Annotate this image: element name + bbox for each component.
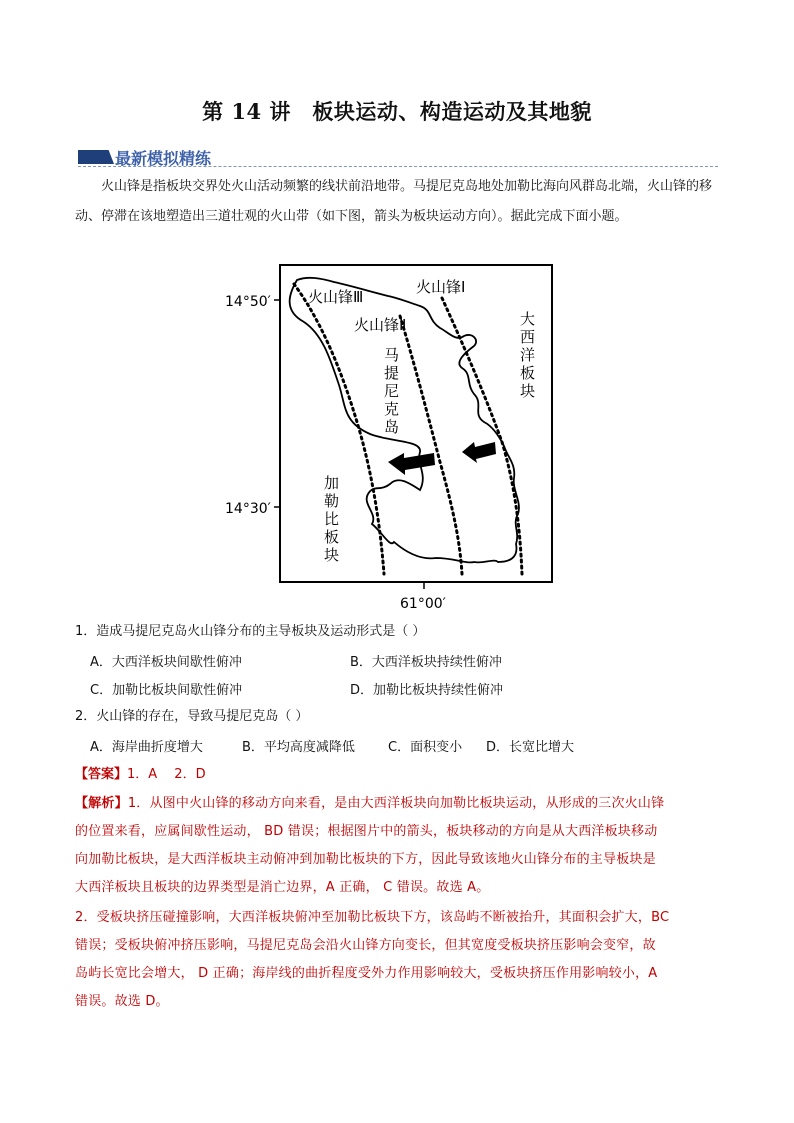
plate-motion-arrow-east (462, 442, 496, 463)
section-bar-icon (78, 150, 114, 164)
volcanic-front-2-line (400, 316, 462, 574)
question-1-stem: 1．造成马提尼克岛火山锋分布的主导板块及运动形式是（ ） (75, 624, 426, 639)
svg-text:块: 块 (324, 546, 340, 564)
section-label: 最新模拟精练 (115, 149, 212, 168)
question-1-option-a: A．大西洋板块间歇性俯冲 (90, 655, 242, 670)
volcanic-front-3-label: 火山锋Ⅲ (308, 288, 364, 306)
analysis-line-5: 2．受板块挤压碰撞影响，大西洋板块俯冲至加勒比板块下方，该岛屿不断被抬升，其面积会扩大，BC (75, 910, 670, 925)
svg-text:大: 大 (520, 310, 536, 328)
question-2-stem: 2．火山锋的存在，导致马提尼克岛（ ） (75, 709, 309, 724)
volcanic-front-map (222, 262, 562, 612)
island-label (384, 346, 399, 436)
lat-label-top: 14°50′ (225, 294, 271, 310)
volcanic-front-1-line (442, 298, 522, 574)
svg-text:尼: 尼 (384, 382, 400, 400)
map-frame (280, 265, 552, 582)
question-2-option-d: D．长宽比增大 (486, 740, 575, 755)
svg-text:加: 加 (324, 474, 340, 492)
svg-text:西: 西 (520, 328, 536, 346)
question-1-option-b: B．大西洋板块持续性俯冲 (350, 655, 502, 670)
caribbean-plate-label (324, 474, 339, 564)
volcanic-front-2-label: 火山锋Ⅱ (354, 316, 407, 334)
svg-text:克: 克 (384, 400, 400, 418)
section-header (78, 146, 718, 170)
analysis-label: 【解析】 (75, 796, 128, 811)
analysis-line-6: 错误；受板块俯冲挤压影响，马提尼克岛会沿火山锋方向变长，但其宽度受板块挤压影响会变窄，故 (75, 938, 656, 953)
analysis-line-1: 【解析】1．从图中火山锋的移动方向来看，是由大西洋板块向加勒比板块运动，从形成的三次火山锋 (75, 796, 665, 811)
lat-label-bottom: 14°30′ (225, 501, 271, 517)
question-2-option-a: A．海岸曲折度增大 (90, 740, 203, 755)
svg-text:勒: 勒 (324, 492, 340, 510)
svg-text:板: 板 (520, 364, 536, 382)
answer-line (75, 763, 206, 782)
svg-text:洋: 洋 (520, 346, 536, 364)
svg-text:板: 板 (324, 528, 340, 546)
svg-text:马: 马 (384, 346, 400, 364)
page-title: 第 14 讲 板块运动、构造运动及其地貌 (202, 99, 592, 124)
lon-label: 61°00′ (400, 596, 446, 612)
section-divider (78, 166, 718, 167)
question-1-option-c: C．加勒比板块间歇性俯冲 (90, 683, 243, 698)
svg-text:块: 块 (520, 382, 536, 400)
svg-text:岛: 岛 (384, 418, 400, 436)
analysis-line-8: 错误。故选 D。 (75, 994, 169, 1009)
analysis-line-7: 岛屿长宽比会增大， D 正确；海岸线的曲折程度受外力作用影响较大，受板块挤压作用影响较小，A (75, 966, 658, 981)
svg-text:提: 提 (384, 364, 400, 382)
answer-text: 1．A 2．D (127, 767, 206, 782)
answer-label: 【答案】 (75, 767, 128, 782)
question-2-option-b: B．平均高度减降低 (242, 740, 355, 755)
analysis-line-4: 大西洋板块且板块的边界类型是消亡边界，A 正确， C 错误。故选 A。 (75, 880, 490, 895)
atlantic-plate-label (520, 310, 535, 400)
analysis-line-3: 向加勒比板块，是大西洋板块主动俯冲到加勒比板块的下方，因此导致该地火山锋分布的主导板块是 (75, 852, 656, 867)
svg-text:比: 比 (324, 510, 340, 528)
analysis-line-2: 的位置来看，应属间歇性运动， BD 错误；根据图片中的箭头，板块移动的方向是从大西洋板块移动 (75, 824, 658, 839)
intro-paragraph: 火山锋是指板块交界处火山活动频繁的线状前沿地带。马提尼克岛地处加勒比海向风群岛北端，火山锋的移动、停滞在该地塑造出三道壮观的火山带（如下图，箭头为板块运动方向）。据此完成下面小题。 (75, 179, 713, 224)
plate-motion-arrow-west (388, 453, 435, 475)
question-2-option-c: C．面积变小 (388, 740, 463, 755)
volcanic-front-1-label: 火山锋Ⅰ (416, 278, 466, 296)
question-1-option-d: D．加勒比板块持续性俯冲 (350, 683, 504, 698)
